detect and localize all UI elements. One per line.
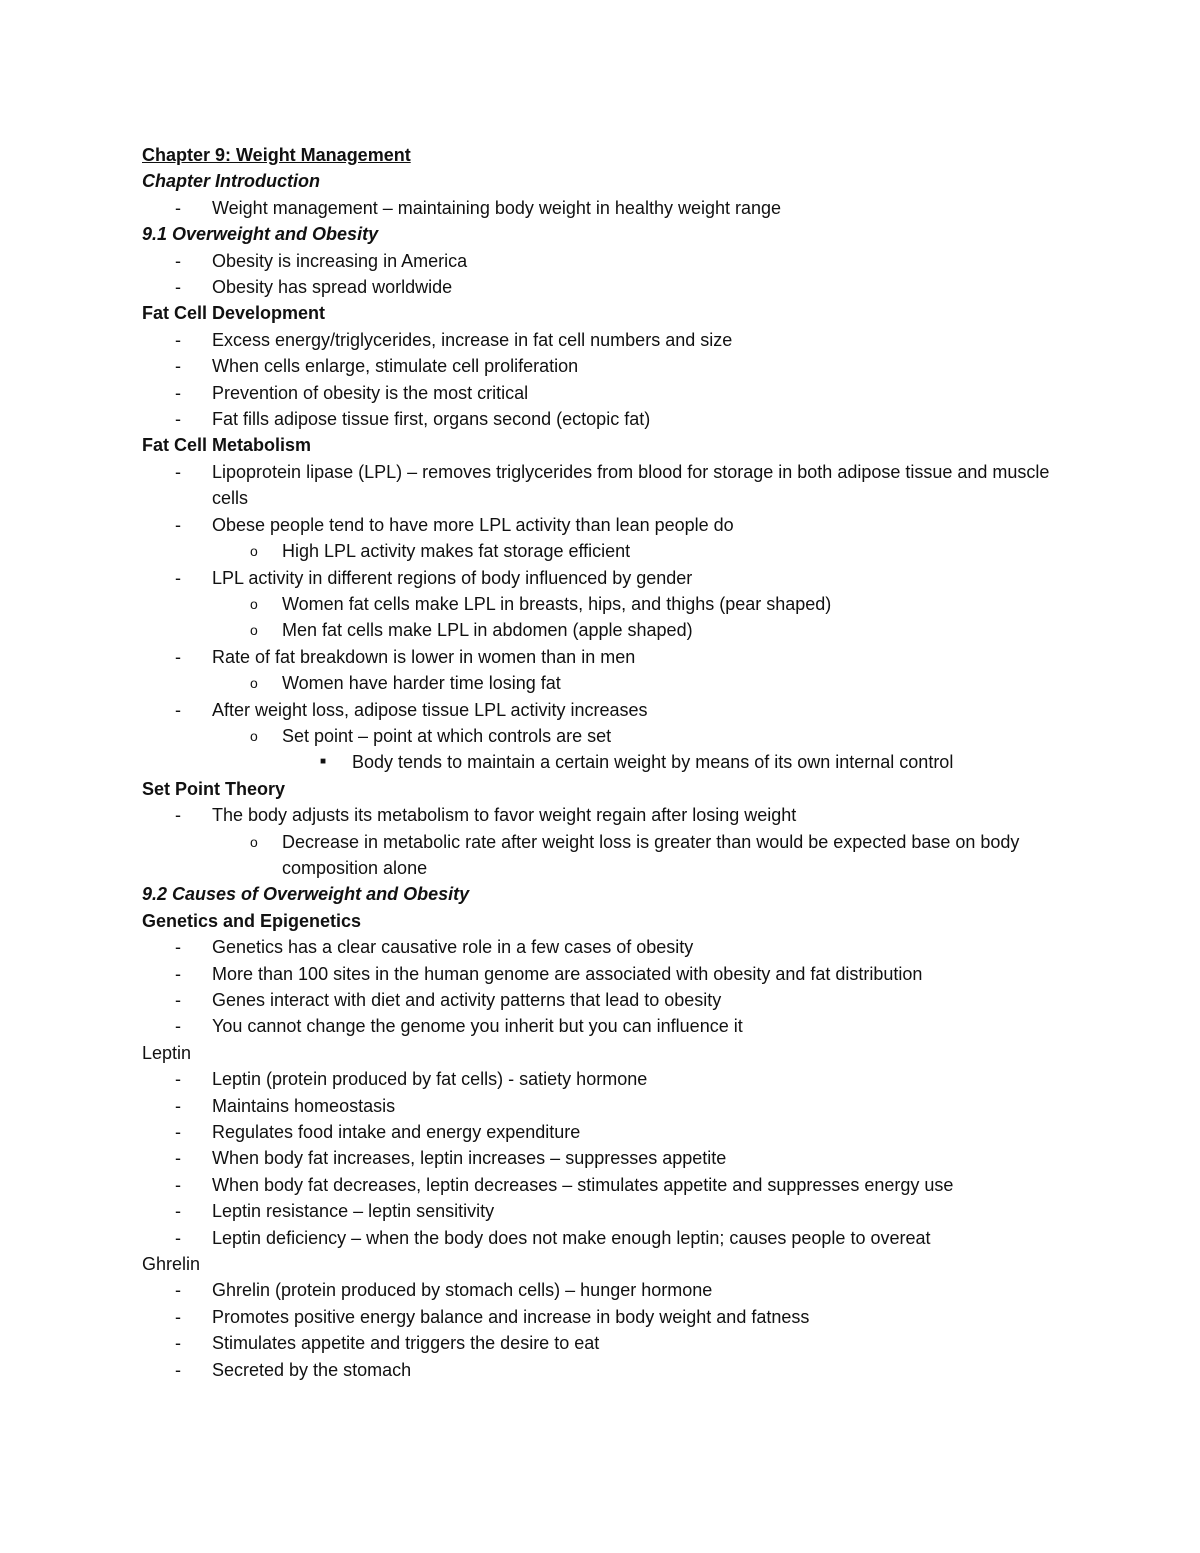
list-item-text: Body tends to maintain a certain weight by means of its own internal control (352, 752, 954, 773)
list-item (142, 1066, 1062, 1092)
list-item-text: Regulates food intake and energy expenditure (212, 1122, 581, 1143)
list-item-text: Maintains homeostasis (212, 1095, 396, 1116)
list-item-text: The body adjusts its metabolism to favor weight regain after losing weight (212, 805, 797, 826)
section-heading: Ghrelin (142, 1254, 201, 1275)
dash-bullet-icon: - (175, 277, 181, 298)
dash-bullet-icon: - (175, 646, 181, 667)
list-item-text: Set point – point at which controls are set (282, 725, 612, 746)
dash-bullet-icon: - (175, 514, 181, 535)
list-item-text: Genetics has a clear causative role in a few cases of obesity (212, 937, 694, 958)
list-item-text: After weight loss, adipose tissue LPL activity increases (212, 699, 648, 720)
dash-bullet-icon: - (175, 1174, 181, 1195)
dash-bullet-icon: - (175, 1227, 181, 1248)
list-item-text: Leptin (protein produced by fat cells) - satiety hormone (212, 1069, 648, 1090)
list-item-text: You cannot change the genome you inherit but you can influence it (212, 1016, 743, 1037)
circle-bullet-icon: o (250, 622, 258, 639)
list-item (142, 829, 1062, 882)
section-heading: 9.1 Overweight and Obesity (142, 224, 379, 245)
list-item (142, 934, 1062, 960)
dash-bullet-icon: - (175, 1122, 181, 1143)
dash-bullet-icon: - (175, 329, 181, 350)
circle-bullet-icon: o (250, 833, 258, 850)
dash-bullet-icon: - (175, 1148, 181, 1169)
dash-bullet-icon: - (175, 356, 181, 377)
list-item (142, 327, 1062, 353)
document-body (142, 168, 1062, 1383)
dash-bullet-icon: - (175, 409, 181, 430)
list-item (142, 538, 1062, 564)
dash-bullet-icon: - (175, 1280, 181, 1301)
dash-bullet-icon: - (175, 963, 181, 984)
circle-bullet-icon: o (250, 675, 258, 692)
list-item (142, 248, 1062, 274)
section-heading: Leptin (142, 1042, 192, 1063)
list-item (142, 1198, 1062, 1224)
list-item-text: LPL activity in different regions of body influenced by gender (212, 567, 693, 588)
list-item (142, 1304, 1062, 1330)
list-item-text: When cells enlarge, stimulate cell proliferation (212, 356, 579, 377)
list-item (142, 512, 1062, 538)
list-item (142, 459, 1062, 512)
circle-bullet-icon: o (250, 595, 258, 612)
square-bullet-icon: ■ (320, 756, 327, 768)
list-item (142, 1119, 1062, 1145)
list-item (142, 1277, 1062, 1303)
list-item-text: Obesity is increasing in America (212, 250, 468, 271)
list-item-text: Genes interact with diet and activity patterns that lead to obesity (212, 990, 722, 1010)
dash-bullet-icon: - (175, 1333, 181, 1354)
list-item-text: Secreted by the stomach (212, 1359, 412, 1380)
list-item (142, 749, 1062, 775)
dash-bullet-icon: - (175, 197, 181, 218)
circle-bullet-icon: o (250, 727, 258, 744)
list-item-text: Men fat cells make LPL in abdomen (apple shaped) (282, 620, 693, 641)
circle-bullet-icon: o (250, 543, 258, 560)
list-item-text: Weight management – maintaining body weight in healthy weight range (212, 197, 782, 218)
dash-bullet-icon: - (175, 990, 181, 1010)
section-heading: Chapter Introduction (142, 171, 320, 192)
list-item-text: High LPL activity makes fat storage efficient (282, 541, 631, 562)
list-item-text: Stimulates appetite and triggers the desire to eat (212, 1333, 600, 1354)
dash-bullet-icon: - (175, 1095, 181, 1116)
list-item (142, 1093, 1062, 1119)
list-item (142, 987, 1062, 1013)
section-heading: Genetics and Epigenetics (142, 910, 362, 931)
list-item-text: When body fat increases, leptin increases – suppresses appetite (212, 1148, 727, 1169)
dash-bullet-icon: - (175, 382, 181, 403)
list-item (142, 1013, 1062, 1039)
list-item-text: Promotes positive energy balance and increase in body weight and fatness (212, 1306, 810, 1327)
list-item-text: When body fat decreases, leptin decreases – stimulates appetite and suppresses energy use (212, 1174, 954, 1195)
list-item (142, 670, 1062, 696)
dash-bullet-icon: - (175, 1306, 181, 1327)
list-item-text: Women have harder time losing fat (282, 673, 561, 694)
dash-bullet-icon: - (175, 1016, 181, 1037)
section-heading: 9.2 Causes of Overweight and Obesity (142, 884, 470, 905)
list-item (142, 274, 1062, 300)
list-item (142, 1357, 1062, 1383)
list-item-text: Obese people tend to have more LPL activity than lean people do (212, 514, 734, 535)
list-item (142, 961, 1062, 987)
list-item-text: Leptin deficiency – when the body does not make enough leptin; causes people to overeat (212, 1227, 931, 1248)
list-item-text: Leptin resistance – leptin sensitivity (212, 1201, 495, 1222)
list-item (142, 644, 1062, 670)
dash-bullet-icon: - (175, 461, 181, 482)
list-item (142, 353, 1062, 379)
list-item (142, 406, 1062, 432)
dash-bullet-icon: - (175, 805, 181, 826)
list-item-text: Decrease in metabolic rate after weight loss is greater than would be expected base on body composition alone (282, 831, 1020, 878)
list-item-text: Lipoprotein lipase (LPL) – removes triglycerides from blood for storage in both adipose tissue and muscle cells (212, 461, 1050, 509)
dash-bullet-icon: - (175, 1359, 181, 1380)
list-item (142, 1172, 1062, 1198)
dash-bullet-icon: - (175, 567, 181, 588)
list-item (142, 565, 1062, 591)
list-item-text: Obesity has spread worldwide (212, 277, 453, 298)
section-heading: Fat Cell Development (142, 303, 326, 324)
document-content (142, 142, 1062, 1383)
list-item-text: Excess energy/triglycerides, increase in fat cell numbers and size (212, 329, 733, 350)
list-item (142, 1330, 1062, 1356)
list-item (142, 697, 1062, 723)
list-item-text: Prevention of obesity is the most critical (212, 382, 529, 403)
list-item-text: More than 100 sites in the human genome are associated with obesity and fat distribution (212, 963, 923, 984)
list-item (142, 617, 1062, 643)
list-item-text: Rate of fat breakdown is lower in women than in men (212, 646, 636, 667)
list-item-text: Ghrelin (protein produced by stomach cells) – hunger hormone (212, 1280, 713, 1301)
list-item (142, 802, 1062, 828)
dash-bullet-icon: - (175, 937, 181, 958)
document-title: Chapter 9: Weight Management (142, 145, 411, 165)
list-item (142, 380, 1062, 406)
list-item (142, 195, 1062, 221)
dash-bullet-icon: - (175, 1069, 181, 1090)
list-item (142, 1145, 1062, 1171)
dash-bullet-icon: - (175, 1201, 181, 1222)
list-item-text: Women fat cells make LPL in breasts, hips, and thighs (pear shaped) (282, 593, 832, 614)
list-item-text: Fat fills adipose tissue first, organs second (ectopic fat) (212, 409, 651, 430)
dash-bullet-icon: - (175, 250, 181, 271)
section-heading: Fat Cell Metabolism (142, 435, 312, 456)
list-item (142, 723, 1062, 749)
dash-bullet-icon: - (175, 699, 181, 720)
list-item (142, 1225, 1062, 1251)
list-item (142, 591, 1062, 617)
section-heading: Set Point Theory (142, 778, 286, 799)
